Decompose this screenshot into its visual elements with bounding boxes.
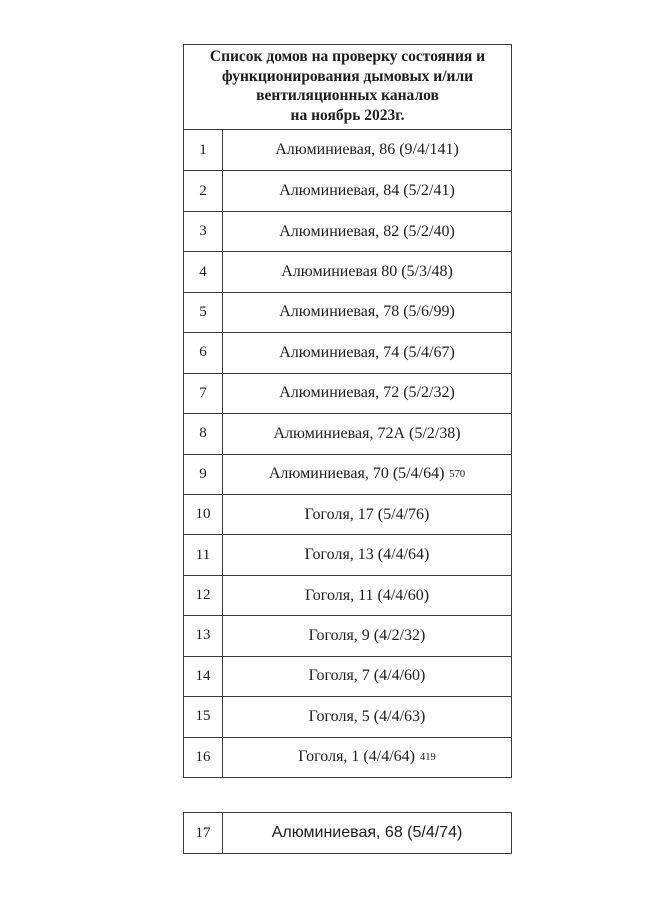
row-number: 3	[184, 212, 223, 251]
row-address	[223, 616, 511, 655]
address-text: Гоголя, 9 (4/2/32)	[308, 626, 426, 644]
row-address	[223, 252, 511, 291]
address-text: Алюминиевая, 72 (5/2/32)	[279, 384, 455, 402]
table-row	[184, 130, 511, 170]
address-text: Алюминиевая, 72А (5/2/38)	[273, 424, 461, 442]
address-text: Гоголя, 13 (4/4/64)	[304, 546, 430, 564]
row-address	[223, 374, 511, 413]
table-row	[184, 494, 511, 534]
row-address	[223, 697, 511, 736]
table-row	[184, 251, 511, 291]
row-address	[223, 212, 511, 251]
inspection-table	[183, 44, 512, 778]
address-text: Алюминиевая, 70 (5/4/64)	[268, 465, 445, 483]
table-row	[184, 656, 511, 696]
table-row	[184, 575, 511, 615]
row-number: 1	[184, 130, 223, 170]
table-row	[184, 737, 511, 777]
row-address	[223, 333, 511, 372]
address-text: Гоголя, 1 (4/4/64)	[298, 748, 415, 766]
row-number: 5	[184, 293, 223, 332]
row-address	[223, 171, 511, 210]
row-address	[223, 293, 511, 332]
row-number: 2	[184, 171, 223, 210]
row-number: 11	[184, 535, 223, 574]
row-number: 13	[184, 616, 223, 655]
addendum-table	[183, 812, 512, 854]
row-address	[223, 657, 511, 696]
address-text: Алюминиевая, 78 (5/6/99)	[279, 303, 455, 321]
row-number: 17	[184, 813, 223, 853]
address-text: Алюминиевая, 74 (5/4/67)	[279, 343, 455, 361]
table-row	[184, 813, 511, 853]
row-address	[223, 455, 511, 494]
table-row	[184, 292, 511, 332]
title-line-1: Список домов на проверку состояния и	[209, 48, 486, 65]
address-text: Алюминиевая, 84 (5/2/41)	[279, 182, 455, 200]
table-row	[184, 373, 511, 413]
title-line-4: на ноябрь 2023г.	[290, 106, 405, 124]
row-number: 14	[184, 657, 223, 696]
address-text: Алюминиевая 80 (5/3/48)	[281, 263, 453, 281]
table-row	[184, 454, 511, 494]
row-address	[223, 576, 511, 615]
table-row	[184, 615, 511, 655]
row-number: 10	[184, 495, 223, 534]
table-row	[184, 534, 511, 574]
row-number: 9	[184, 455, 223, 494]
row-number: 8	[184, 414, 223, 453]
address-text: Алюминиевая, 82 (5/2/40)	[279, 222, 455, 240]
row-number: 16	[184, 738, 223, 777]
address-text: Гоголя, 5 (4/4/63)	[308, 707, 426, 725]
address-text: Алюминиевая, 68 (5/4/74)	[271, 824, 463, 841]
row-number: 12	[184, 576, 223, 615]
row-number: 7	[184, 374, 223, 413]
address-text: Гоголя, 11 (4/4/60)	[304, 586, 430, 604]
address-note: 570	[449, 468, 466, 480]
table-row	[184, 170, 511, 210]
row-number: 15	[184, 697, 223, 736]
row-address	[223, 130, 511, 170]
title-line-2: функционирования дымовых и/или	[221, 67, 474, 85]
row-number: 6	[184, 333, 223, 372]
table-row	[184, 211, 511, 251]
row-address	[223, 495, 511, 534]
table-row	[184, 413, 511, 453]
table-row	[184, 332, 511, 372]
address-text: Гоголя, 7 (4/4/60)	[308, 667, 426, 685]
row-address	[223, 813, 511, 853]
table-row	[184, 696, 511, 736]
address-note: 419	[419, 751, 436, 763]
address-text: Алюминиевая, 86 (9/4/141)	[275, 141, 459, 159]
row-address	[223, 535, 511, 574]
address-text: Гоголя, 17 (5/4/76)	[304, 505, 430, 523]
row-address	[223, 738, 511, 777]
row-address	[223, 414, 511, 453]
table-title	[184, 45, 511, 130]
row-number: 4	[184, 252, 223, 291]
title-line-3: вентиляционных каналов	[256, 87, 439, 104]
